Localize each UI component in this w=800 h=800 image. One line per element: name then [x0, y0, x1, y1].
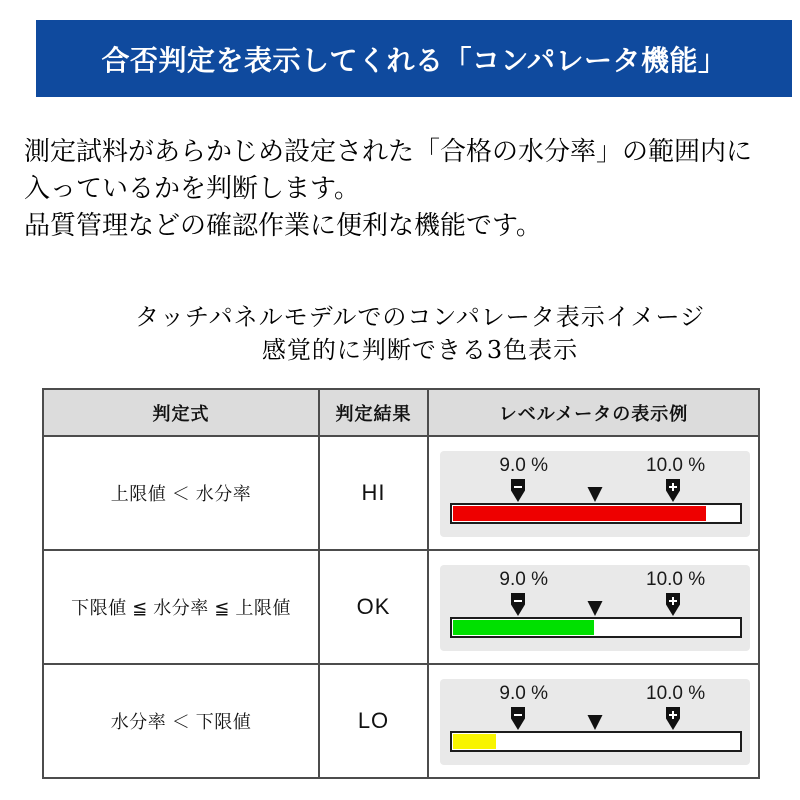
level-bar	[450, 731, 742, 752]
result-cell: HI	[319, 436, 428, 550]
table-row	[43, 664, 759, 778]
current-value-marker-icon	[585, 592, 605, 617]
meter-panel	[440, 451, 750, 537]
table-row	[43, 550, 759, 664]
lower-limit-marker-icon	[509, 706, 526, 731]
table-header-cell: 判定結果	[319, 389, 428, 436]
level-bar	[450, 617, 742, 638]
upper-limit-marker-icon	[664, 478, 681, 503]
level-bar	[450, 503, 742, 524]
caption-line: 感覚的に判断できる3色表示	[261, 336, 579, 364]
table-caption	[0, 301, 800, 367]
table-header-row	[43, 389, 759, 436]
meter-panel	[440, 679, 750, 765]
table-header-cell: レベルメータの表示例	[428, 389, 759, 436]
judgment-table	[42, 388, 760, 779]
intro-text	[24, 134, 752, 245]
intro-line: 入っているかを判断します。	[24, 174, 360, 204]
level-bar-fill	[453, 506, 706, 521]
upper-limit-marker-icon	[664, 706, 681, 731]
table-header-cell: 判定式	[43, 389, 319, 436]
formula-cell: 上限値 ＜ 水分率	[43, 436, 319, 550]
table-row	[43, 436, 759, 550]
header-banner	[36, 20, 792, 97]
lower-limit-marker-icon	[509, 478, 526, 503]
current-value-marker-icon	[585, 706, 605, 731]
meter-high-label: 10.0 %	[646, 683, 706, 704]
meter-panel	[440, 565, 750, 651]
current-value-marker-icon	[585, 478, 605, 503]
meter-high-label: 10.0 %	[646, 569, 706, 590]
formula-cell: 下限値 ≦ 水分率 ≦ 上限値	[43, 550, 319, 664]
meter-low-label: 9.0 %	[499, 569, 548, 590]
intro-line: 品質管理などの確認作業に便利な機能です。	[24, 211, 542, 241]
meter-high-label: 10.0 %	[646, 455, 706, 476]
intro-line: 測定試料があらかじめ設定された「合格の水分率」の範囲内に	[24, 137, 753, 167]
result-cell: OK	[319, 550, 428, 664]
level-bar-fill	[453, 620, 594, 635]
page-title: 合否判定を表示してくれる「コンパレータ機能」	[101, 43, 727, 77]
meter-low-label: 9.0 %	[499, 683, 548, 704]
level-bar-fill	[453, 734, 496, 749]
upper-limit-marker-icon	[664, 592, 681, 617]
result-cell: LO	[319, 664, 428, 778]
formula-cell: 水分率 ＜ 下限値	[43, 664, 319, 778]
lower-limit-marker-icon	[509, 592, 526, 617]
caption-line: タッチパネルモデルでのコンパレータ表示イメージ	[135, 303, 705, 331]
meter-low-label: 9.0 %	[499, 455, 548, 476]
